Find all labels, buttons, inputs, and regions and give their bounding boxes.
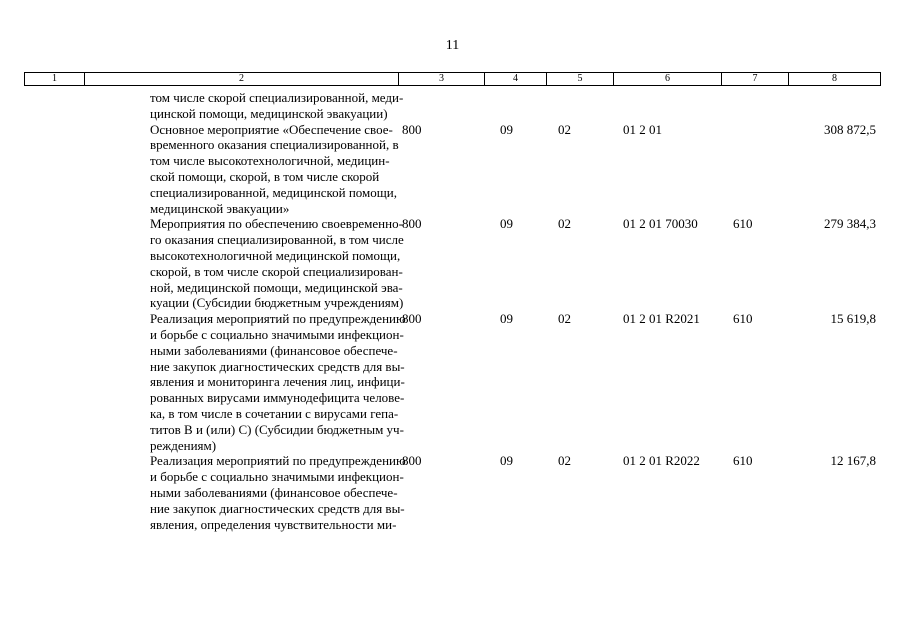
column-header-table [24, 72, 881, 86]
expense-type-code: 610 [733, 216, 753, 232]
ministry-code: 800 [402, 216, 422, 232]
amount-value [788, 90, 880, 122]
ministry-code: 800 [402, 121, 422, 137]
table-row [24, 311, 880, 453]
row-number-cell [24, 216, 84, 311]
page-number: 11 [445, 38, 460, 53]
amount-value: 15 619,8 [830, 311, 876, 327]
row-description: Реализация мероприятий по предупреждению и борьбе с социально значимыми инфекцион- ными заболеваниями (финансовое обеспече- ние закупок диагностических средств для вы- явления и мониторинга лечения лиц, инфици- рованных вирусами иммунодефицита челове- ка, в том числе в сочетании с вирусами гепа- титов В и (или) С) (Субсидии бюджетным уч- реждениям) [150, 311, 406, 453]
column-header: 8 [789, 73, 881, 86]
expense-type-code: 610 [733, 311, 753, 327]
subsection-code: 02 [558, 311, 571, 327]
subsection-code: 02 [558, 121, 571, 137]
row-number-cell [24, 453, 84, 532]
column-header: 6 [614, 73, 722, 86]
section-code: 09 [500, 121, 513, 137]
target-article-code: 01 2 01 R2022 [623, 453, 700, 469]
ministry-code [398, 90, 484, 122]
column-header: 4 [485, 73, 547, 86]
section-code: 09 [500, 311, 513, 327]
table-row [24, 216, 880, 311]
subsection-code: 02 [558, 453, 571, 469]
expense-type-code: 610 [733, 453, 753, 469]
row-number-cell [24, 311, 84, 453]
row-description: Реализация мероприятий по предупреждению и борьбе с социально значимыми инфекцион- ными заболеваниями (финансовое обеспече- ние закупок диагностических средств для вы- явления, определения чувствительности ми- [150, 453, 406, 532]
row-description: том числе скорой специализированной, меди- цинской помощи, медицинской эвакуации) [150, 90, 404, 121]
row-description: Мероприятия по обеспечению своевременно- го оказания специализированной, в том числе высокотехнологичной медицинской помощи, скорой, в том числе скорой специализирован- ной, медицинской помощи, медицинской эва- куации (Субсидии бюджетным учреждениям) [150, 216, 404, 311]
table-row [24, 90, 880, 122]
expense-type-code [721, 122, 788, 217]
amount-value: 279 384,3 [824, 216, 876, 232]
row-number-cell [24, 122, 84, 217]
column-header: 1 [25, 73, 85, 86]
target-article-code: 01 2 01 R2021 [623, 311, 700, 327]
section-code: 09 [500, 453, 513, 469]
target-article-code: 01 2 01 [623, 121, 662, 137]
column-header: 3 [399, 73, 485, 86]
table-row [24, 453, 880, 532]
budget-table-body [24, 90, 880, 532]
ministry-code: 800 [402, 453, 422, 469]
target-article-code [613, 90, 721, 122]
section-code: 09 [500, 216, 513, 232]
column-header: 2 [85, 73, 399, 86]
expense-type-code [721, 90, 788, 122]
table-row [24, 122, 880, 217]
subsection-code: 02 [558, 216, 571, 232]
amount-value: 12 167,8 [830, 453, 876, 469]
amount-value: 308 872,5 [824, 121, 876, 137]
ministry-code: 800 [402, 311, 422, 327]
subsection-code [546, 90, 613, 122]
column-header-row [25, 73, 881, 86]
column-header: 5 [547, 73, 614, 86]
row-description: Основное мероприятие «Обеспечение свое- временного оказания специализированной, в том числе высокотехнологичной, медицин- ской помощи, скорой, в том числе скорой специализированной, медицинской помощи, медицинской эвакуации» [150, 121, 399, 216]
section-code [484, 90, 546, 122]
column-header: 7 [722, 73, 789, 86]
target-article-code: 01 2 01 70030 [623, 216, 698, 232]
row-number-cell [24, 90, 84, 122]
